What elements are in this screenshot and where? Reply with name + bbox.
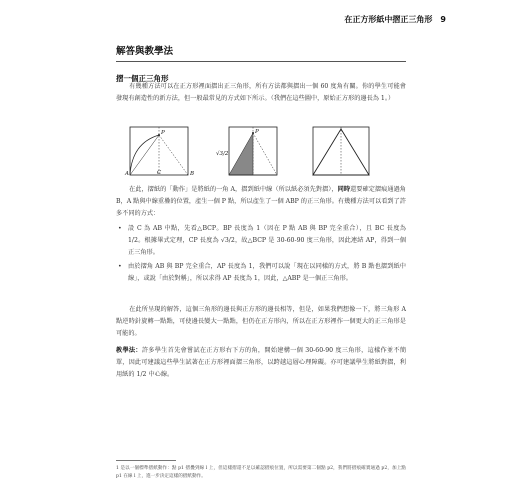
footnote: 1 是以一個標準摺紙動作：點 p1 摺疊到線 l 上，但這樣摺還不足以確認摺痕位置，所以需要第二個點 p2，我們將摺痕確實通過 p2，加上點 p1 在線 l 上，進一步決定這樣的摺紙動作。 xyxy=(116,466,406,479)
paragraph-method-lead: 在此，摺紙的「動作」是將紙的一角 A，摺到紙中線（所以紙必須先對摺）， xyxy=(129,186,338,193)
page-number: 9 xyxy=(440,15,446,24)
paragraph-intro xyxy=(116,81,406,105)
pedagogy-label: 教學法： xyxy=(116,347,142,354)
paragraph-method-bold: 同時 xyxy=(337,186,351,193)
section-title: 解答與教學法 xyxy=(116,46,174,57)
footnote-rule xyxy=(116,460,176,461)
fig1-label-c: C xyxy=(157,170,162,176)
bullet-list xyxy=(116,223,406,285)
paragraph-discussion-text: 在此所呈現的解答，這個三角形的邊長與正方形的邊長相等，但是，如果我們想像一下，將三角形 A 點逆時針旋轉一點點，可使邊長變大一點點，但仍在正方形內，所以在正方形裡作一個更大的正三角形是可能的。 xyxy=(116,306,406,337)
paragraph-discussion xyxy=(116,304,406,340)
paragraph-pedagogy xyxy=(116,345,406,381)
fig1-label-p: P xyxy=(161,130,165,136)
figure-fold-diagram-1 xyxy=(124,125,196,177)
fig2-label-sqrt3-2: √3/2 xyxy=(216,151,229,157)
running-head-title: 在正方形紙中摺正三角形 xyxy=(344,15,433,24)
fig2-label-p: P xyxy=(255,129,259,135)
section-rule xyxy=(116,61,406,62)
fig1-label-b: B xyxy=(190,171,195,177)
bullet-item xyxy=(116,223,406,259)
bullet-item xyxy=(116,261,406,285)
bullet-icon: • xyxy=(118,225,122,232)
figure-fold-diagram-3 xyxy=(307,125,379,177)
bullet-text: 由於摺角 AB 與 BP 完全重合，AP 長度為 1，我們可以說「現在以同樣的方式，將 B 點也摺到紙中線」，或說「由於對稱」，所以求得 AP 長度為 1，因此，△ABP 是一個正三角形。 xyxy=(128,263,406,282)
paragraph-method-rest: 還要確定摺痕通過角 B，A 點與中線重疊的位置，產生一個 P 點，所以產生了一個 ABP 的正三角形。有幾種方法可以看到了許多不同的方式： xyxy=(116,186,406,217)
subhead: 摺一個正三角形 xyxy=(116,74,169,83)
running-head xyxy=(344,14,446,25)
bullet-text: 設 C 為 AB 中點，先看△BCP。BP 長度為 1（因在 P 點 AB 與 BP 完全重合），且 BC 長度為 1/2。根據畢式定理，CP 長度為 √3/2，故△BCP 是 30-60-90 度三角形，因此連結 AP，得到一個正三角形。 xyxy=(128,225,406,256)
bullet-icon: • xyxy=(118,263,122,270)
fig1-label-a: A xyxy=(125,171,129,177)
figure-fold-diagram-2 xyxy=(215,125,287,177)
paragraph-method xyxy=(116,184,406,220)
paragraph-intro-text: 有幾種方法可以在正方形裡面摺出正三角形，所有方法都與摺出一個 60 度角有關。你的學生可能會發現有創造性的新方法，但一般最常見的方式如下所示。（我們在這些圖中，原始正方形的邊長為 1。） xyxy=(116,83,406,102)
paragraph-pedagogy-text: 許多學生首先會嘗試在正方形右下方的角，開始建構一個 30-60-90 度三角形，這樣作並不簡單，因此可建議這些學生試著在正方形裡面摺三角形，以跨越這層心理障礙。亦可建議學生將紙對摺，利用紙的 1/2 中心線。 xyxy=(116,347,407,378)
